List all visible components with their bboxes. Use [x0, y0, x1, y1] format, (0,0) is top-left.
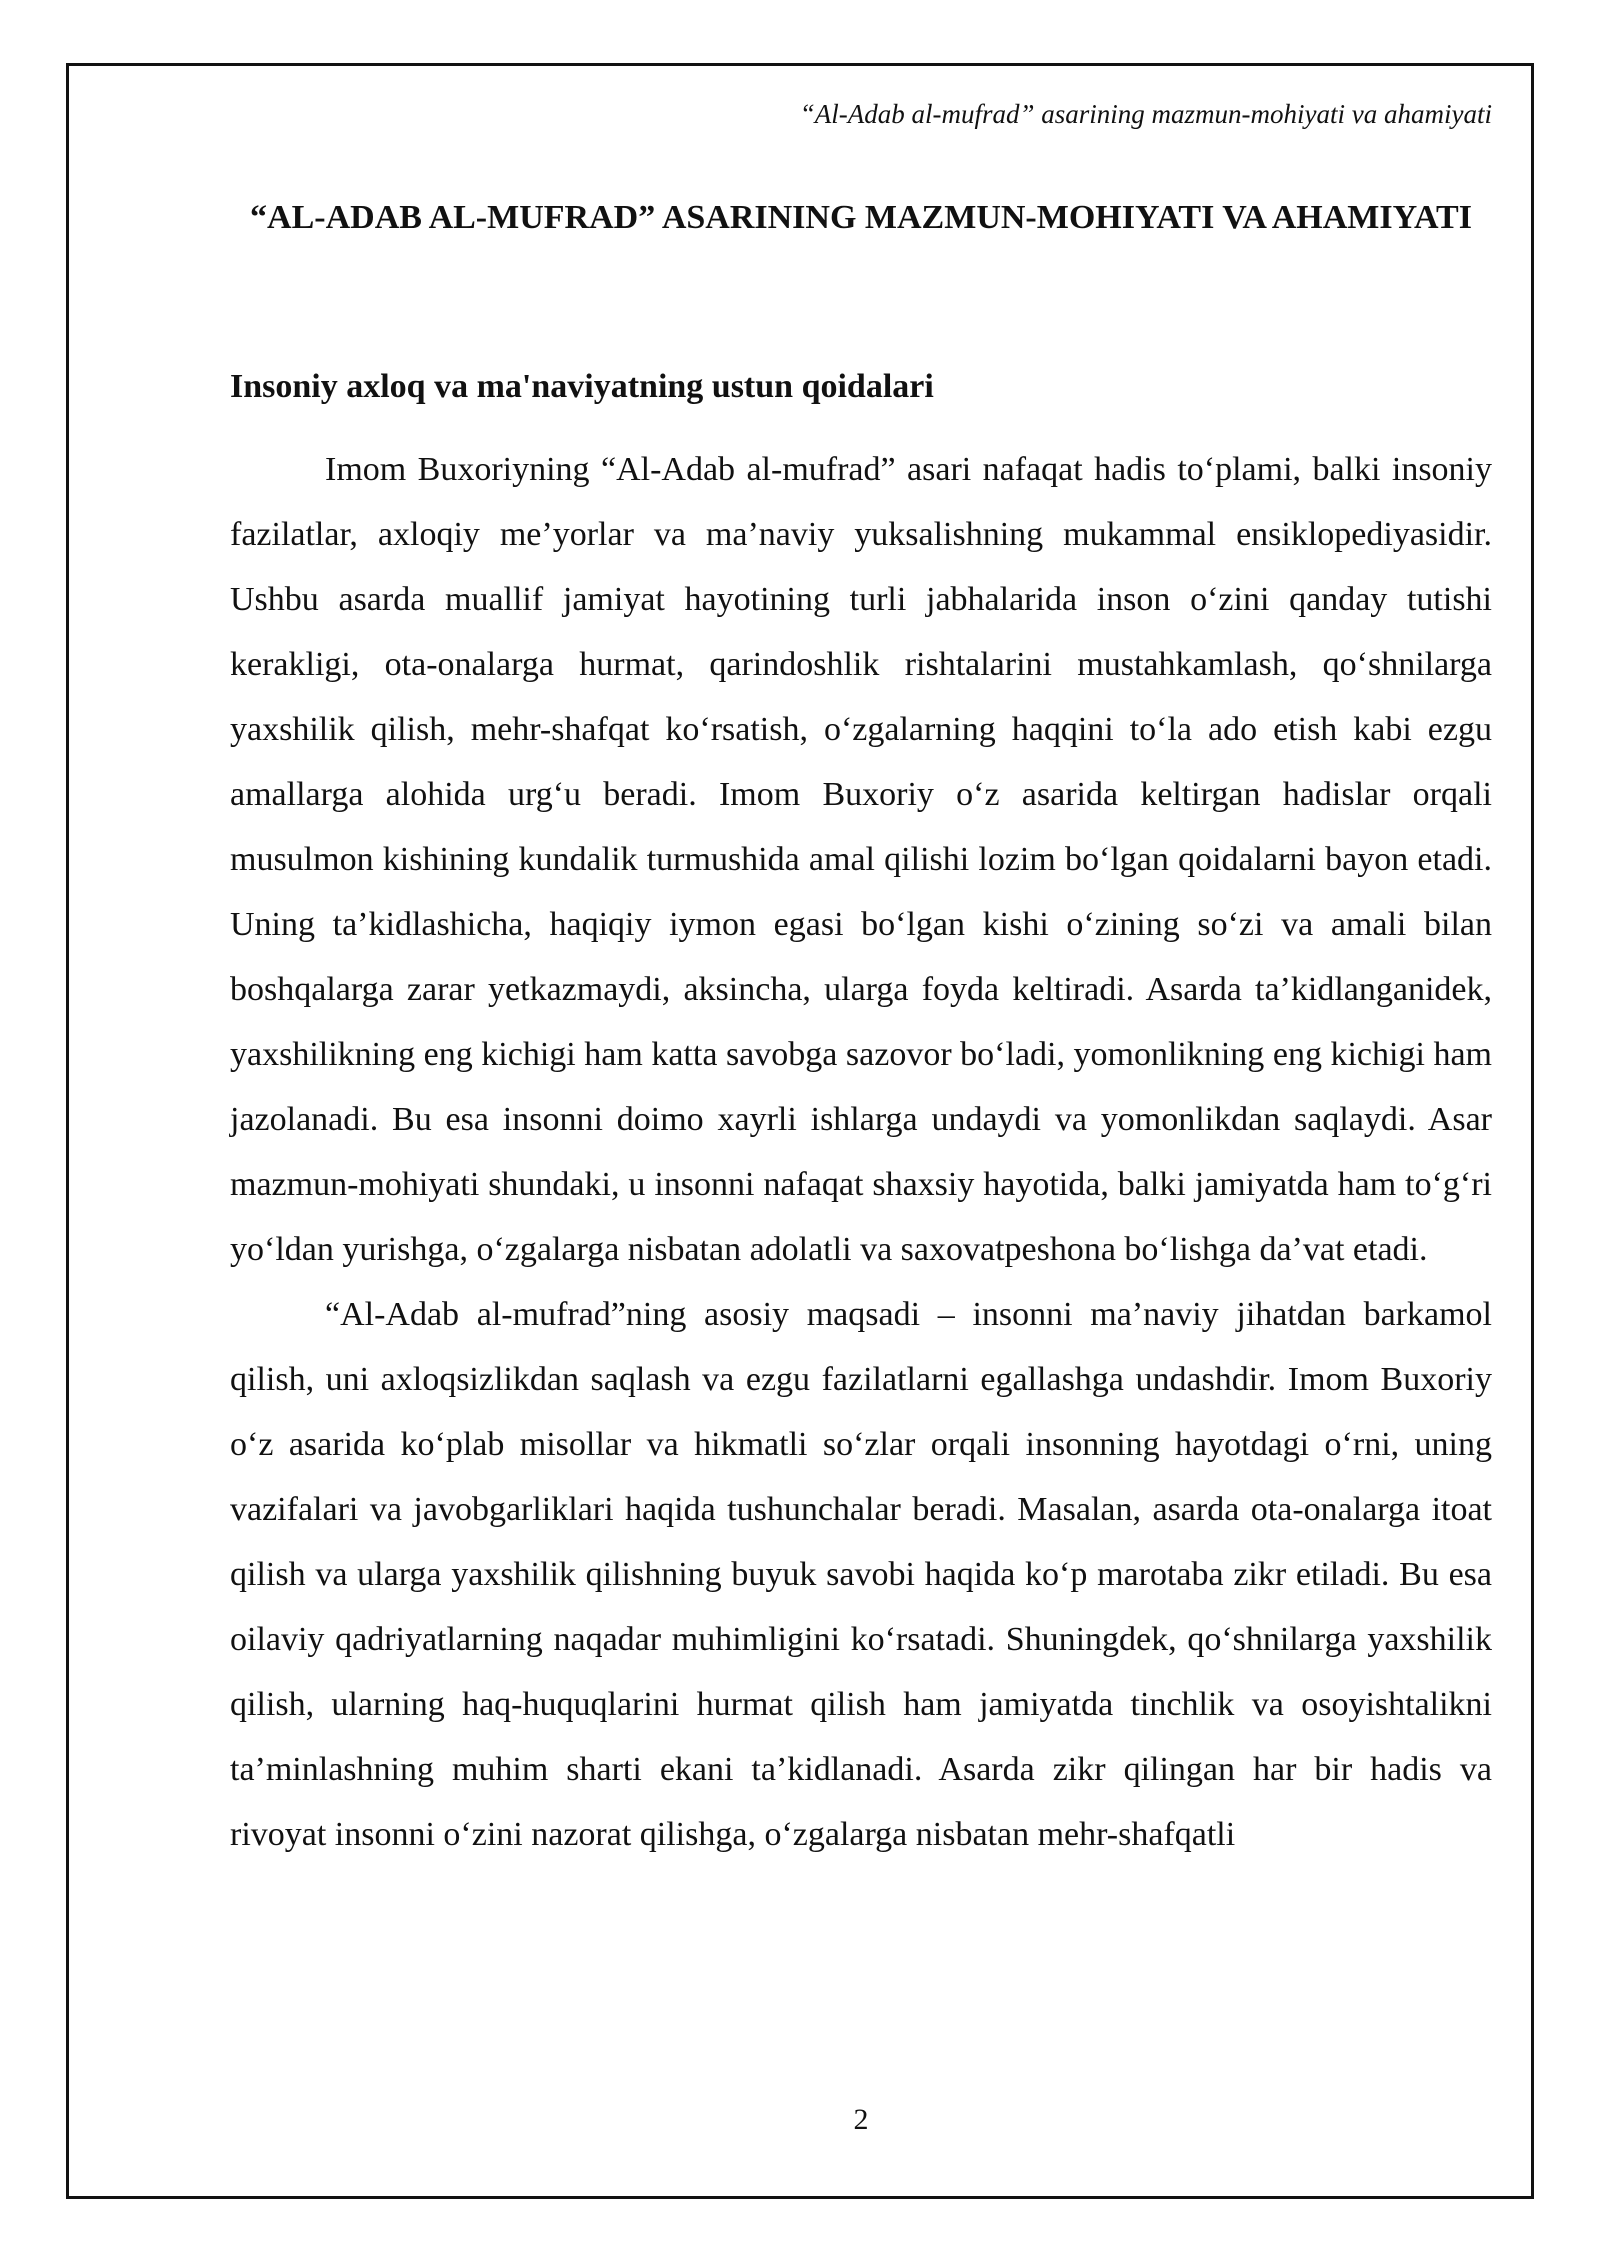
body-text [230, 437, 1492, 1867]
section-heading: Insoniy axloq va ma'naviyatning ustun qoidalari [230, 368, 934, 405]
running-header: “Al-Adab al-mufrad” asarining mazmun-mohiyati va ahamiyati [799, 99, 1492, 129]
paragraph: Imom Buxoriyning “Al-Adab al-mufrad” asari nafaqat hadis to‘plami, balki insoniy fazilatlar, axloqiy me’yorlar va ma’naviy yuksalishning mukammal ensiklopediyasidir. Ushbu asarda muallif jamiyat hayotining turli jabhalarida inson o‘zini qanday tutishi kerakligi, ota-onalarga hurmat, qarindoshlik rishtalarini mustahkamlash, qo‘shnilarga yaxshilik qilish, mehr-shafqat ko‘rsatish, o‘zgalarning haqqini to‘la ado etish kabi ezgu amallarga alohida urg‘u beradi. Imom Buxoriy o‘z asarida keltirgan hadislar orqali musulmon kishining kundalik turmushida amal qilishi lozim bo‘lgan qoidalarni bayon etadi. Uning ta’kidlashicha, haqiqiy iymon egasi bo‘lgan kishi o‘zining so‘zi va amali bilan boshqalarga zarar yetkazmaydi, aksincha, ularga foyda keltiradi. Asarda ta’kidlanganidek, yaxshilikning eng kichigi ham katta savobga sazovor bo‘ladi, yomonlikning eng kichigi ham jazolanadi. Bu esa insonni doimo xayrli ishlarga undaydi va yomonlikdan saqlaydi. Asar mazmun-mohiyati shundaki, u insonni nafaqat shaxsiy hayotida, balki jamiyatda ham to‘g‘ri yo‘ldan yurishga, o‘zgalarga nisbatan adolatli va saxovatpeshona bo‘lishga da’vat etadi. [230, 451, 1492, 1268]
page-number: 2 [853, 2103, 869, 2136]
document-title: “AL-ADAB AL-MUFRAD” ASARINING MAZMUN-MOHIYATI VA AHAMIYATI [250, 199, 1472, 236]
paragraph: “Al-Adab al-mufrad”ning asosiy maqsadi – insonni ma’naviy jihatdan barkamol qilish, uni axloqsizlikdan saqlash va ezgu fazilatlarni egallashga undashdir. Imom Buxoriy o‘z asarida ko‘plab misollar va hikmatli so‘zlar orqali insonning hayotdagi o‘rni, uning vazifalari va javobgarliklari haqida tushunchalar beradi. Masalan, asarda ota-onalarga itoat qilish va ularga yaxshilik qilishning buyuk savobi haqida ko‘p marotaba zikr etiladi. Bu esa oilaviy qadriyatlarning naqadar muhimligini ko‘rsatadi. Shuningdek, qo‘shnilarga yaxshilik qilish, ularning haq-huquqlarini hurmat qilish ham jamiyatda tinchlik va osoyishtalikni ta’minlashning muhim sharti ekani ta’kidlanadi. Asarda zikr qilingan har bir hadis va rivoyat insonni o‘zini nazorat qilishga, o‘zgalarga nisbatan mehr-shafqatli [230, 1296, 1492, 1853]
